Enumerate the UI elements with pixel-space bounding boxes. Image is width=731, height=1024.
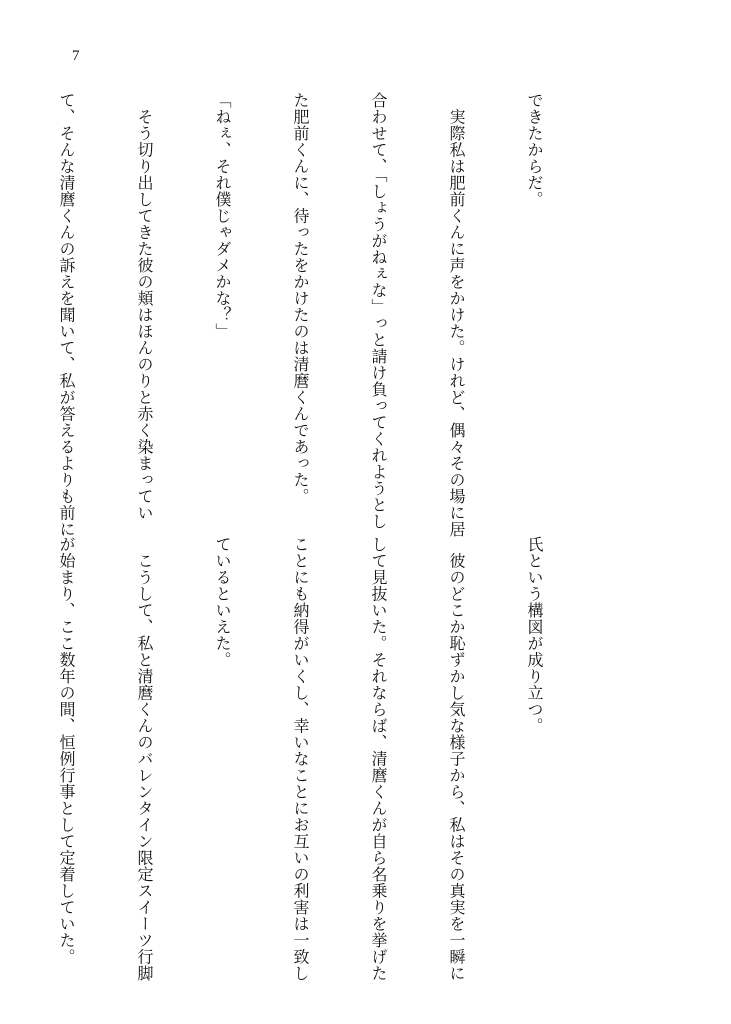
text-line: できたからだ。 (525, 92, 544, 208)
lower-text-block (57, 536, 599, 982)
text-line: て、そんな清麿くんの訴えを聞いて、私が答えるよりも前に (57, 92, 76, 538)
page-number: 7 (72, 48, 80, 64)
text-line: こうして、私と清麿くんのバレンタイン限定スイーツ行脚 (135, 536, 154, 982)
text-line: 「ねぇ、それ僕じゃダメかな？」 (213, 92, 232, 340)
text-line: た肥前くんに、待ったをかけたのは清麿くんであった。 (291, 92, 310, 505)
text-line: が始まり、ここ数年の間、恒例行事として定着していた。 (57, 536, 76, 965)
upper-text-block (57, 92, 599, 538)
text-line: して見抜いた。それならば、清麿くんが自ら名乗りを挙げた (369, 536, 388, 982)
text-line: そう切り出してきた彼の頬はほんのりと赤く染まってい (135, 92, 154, 521)
text-line: 合わせて、「しょうがねぇな」っと請け負ってくれようとし (369, 92, 388, 530)
text-line: 実際私は肥前くんに声をかけた。けれど、偶々その場に居 (447, 92, 466, 538)
text-line: 彼のどこか恥ずかし気な様子から、私はその真実を一瞬に (447, 536, 466, 982)
text-line: ているといえた。 (213, 536, 232, 668)
text-line: 氏という構図が成り立つ。 (525, 536, 544, 734)
text-line (0, 92, 1, 512)
text-line: ことにも納得がいくし、幸いなことにお互いの利害は一致し (291, 536, 310, 982)
